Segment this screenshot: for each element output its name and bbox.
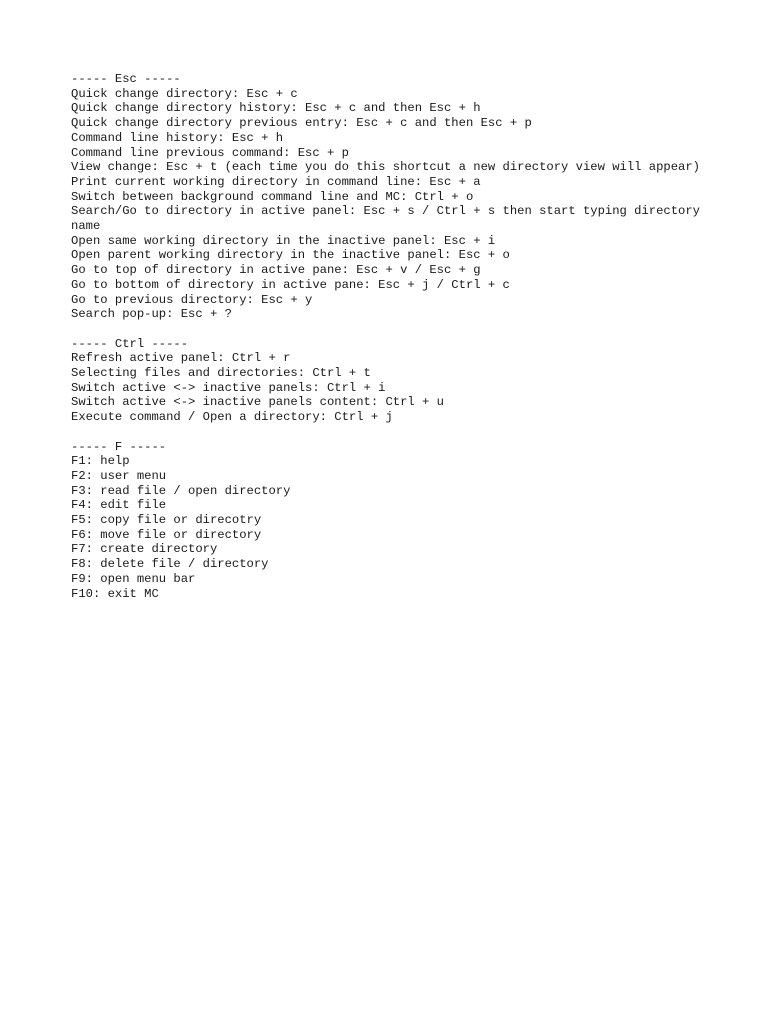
shortcut-line: F6: move file or directory (71, 527, 262, 542)
section-function-keys (71, 440, 711, 602)
shortcut-line: Open same working directory in the inactive panel: Esc + i (71, 233, 496, 248)
shortcut-line: Open parent working directory in the inactive panel: Esc + o (71, 248, 510, 263)
shortcut-line: Search/Go to directory in active panel: Esc + s / Ctrl + s then start typing directory name (71, 204, 708, 234)
shortcut-line: F4: edit file (71, 498, 167, 513)
shortcut-line: F7: create directory (71, 542, 218, 557)
shortcut-line: Selecting files and directories: Ctrl + t (71, 366, 371, 381)
shortcut-line: Switch active <-> inactive panels: Ctrl + i (71, 380, 386, 395)
shortcut-line: Switch active <-> inactive panels content: Ctrl + u (71, 395, 444, 410)
shortcut-line: Quick change directory: Esc + c (71, 86, 298, 101)
section-esc (71, 72, 711, 322)
shortcut-line: F8: delete file / directory (71, 557, 269, 572)
section-heading: ----- Ctrl ----- (71, 336, 189, 351)
shortcut-line: Print current working directory in command line: Esc + a (71, 174, 481, 189)
shortcut-line: Quick change directory history: Esc + c and then Esc + h (71, 101, 481, 116)
shortcut-line: Go to bottom of directory in active pane: Esc + j / Ctrl + c (71, 277, 510, 292)
shortcut-line: Refresh active panel: Ctrl + r (71, 351, 291, 366)
document-page (71, 72, 711, 601)
section-ctrl (71, 337, 711, 425)
shortcut-line: Go to previous directory: Esc + y (71, 292, 313, 307)
shortcut-line: Switch between background command line and MC: Ctrl + o (71, 189, 474, 204)
shortcut-line: F2: user menu (71, 468, 167, 483)
shortcut-line: Command line previous command: Esc + p (71, 145, 349, 160)
shortcut-line: F9: open menu bar (71, 571, 196, 586)
section-heading: ----- F ----- (71, 439, 167, 454)
shortcut-line: Search pop-up: Esc + ? (71, 307, 232, 322)
shortcut-line: F3: read file / open directory (71, 483, 291, 498)
shortcut-line: Go to top of directory in active pane: Esc + v / Esc + g (71, 263, 481, 278)
shortcut-line: F1: help (71, 454, 130, 469)
shortcut-line: F5: copy file or direcotry (71, 513, 262, 528)
shortcut-line: F10: exit MC (71, 586, 159, 601)
shortcut-line: Execute command / Open a directory: Ctrl + j (71, 410, 393, 425)
shortcut-line: View change: Esc + t (each time you do this shortcut a new directory view will appear) (71, 160, 700, 175)
section-heading: ----- Esc ----- (71, 72, 181, 86)
shortcut-line: Command line history: Esc + h (71, 130, 284, 145)
shortcut-line: Quick change directory previous entry: Esc + c and then Esc + p (71, 116, 532, 131)
